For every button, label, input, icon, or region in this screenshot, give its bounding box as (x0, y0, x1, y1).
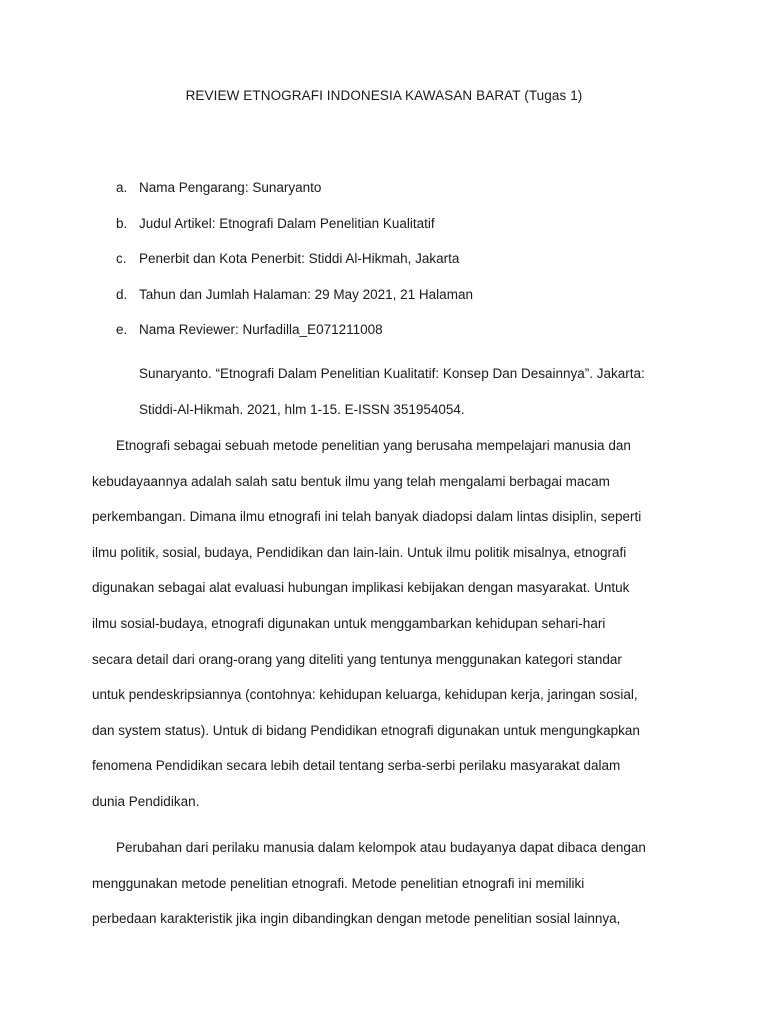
citation-line: Sunaryanto. “Etnografi Dalam Penelitian Kualitatif: Konsep Dan Desainnya”. Jakarta: (139, 366, 645, 381)
paragraph-line: Etnografi sebagai sebuah metode penelitian yang berusaha mempelajari manusia dan (116, 438, 631, 453)
body-paragraph-1 (92, 428, 682, 820)
list-item (116, 178, 696, 214)
list-item (116, 249, 696, 285)
paragraph-line: dunia Pendidikan. (92, 793, 200, 809)
list-marker: e. (116, 322, 128, 338)
paragraph-line: perbedaan karakteristik jika ingin dibandingkan dengan metode penelitian sosial lainnya, (92, 911, 621, 927)
paragraph-line: digunakan sebagai alat evaluasi hubungan implikasi kebijakan dengan masyarakat. Untuk (92, 580, 630, 596)
citation-block (139, 356, 699, 427)
paragraph-line: dan system status). Untuk di bidang Pendidikan etnografi digunakan untuk mengungkapkan (92, 722, 640, 738)
list-item-text: Tahun dan Jumlah Halaman: 29 May 2021, 21 Halaman (139, 286, 473, 302)
paragraph-line: secara detail dari orang-orang yang diteliti yang tentunya menggunakan kategori standar (92, 651, 622, 667)
paragraph-line: kebudayaannya adalah salah satu bentuk ilmu yang telah mengalami berbagai macam (92, 473, 610, 489)
list-marker: c. (116, 251, 127, 267)
list-marker: a. (116, 180, 128, 195)
body-paragraph-2 (92, 830, 682, 937)
paragraph-line: ilmu politik, sosial, budaya, Pendidikan dan lain-lain. Untuk ilmu politik misalnya, etnografi (92, 544, 627, 560)
paragraph-line: fenomena Pendidikan secara lebih detail tentang serba-serbi perilaku masyarakat dalam (92, 758, 621, 774)
list-item-text: Penerbit dan Kota Penerbit: Stiddi Al-Hikmah, Jakarta (139, 251, 460, 267)
citation-line: Stiddi-Al-Hikmah. 2021, hlm 1-15. E-ISSN 351954054. (139, 401, 465, 417)
paragraph-line: Perubahan dari perilaku manusia dalam kelompok atau budayanya dapat dibaca dengan (116, 840, 646, 855)
list-item (116, 320, 696, 356)
list-item (116, 214, 696, 250)
paragraph-line: ilmu sosial-budaya, etnografi digunakan untuk menggambarkan kehidupan sehari-hari (92, 615, 606, 631)
paragraph-line: menggunakan metode penelitian etnografi. Metode penelitian etnografi ini memiliki (92, 875, 585, 891)
list-item-text: Judul Artikel: Etnografi Dalam Penelitian Kualitatif (139, 215, 435, 231)
list-marker: b. (116, 215, 128, 231)
paragraph-line: perkembangan. Dimana ilmu etnografi ini telah banyak diadopsi dalam lintas disiplin, seperti (92, 509, 642, 525)
paragraph-line: untuk pendeskripsiannya (contohnya: kehidupan keluarga, kehidupan kerja, jaringan sosial, (92, 687, 638, 703)
list-item-text: Nama Reviewer: Nurfadilla_E071211008 (139, 322, 383, 338)
list-item-text: Nama Pengarang: Sunaryanto (139, 180, 322, 195)
document-title: REVIEW ETNOGRAFI INDONESIA KAWASAN BARAT (Tugas 1) (185, 88, 583, 103)
list-item (116, 285, 696, 321)
article-info-list (116, 178, 696, 356)
list-marker: d. (116, 286, 128, 302)
